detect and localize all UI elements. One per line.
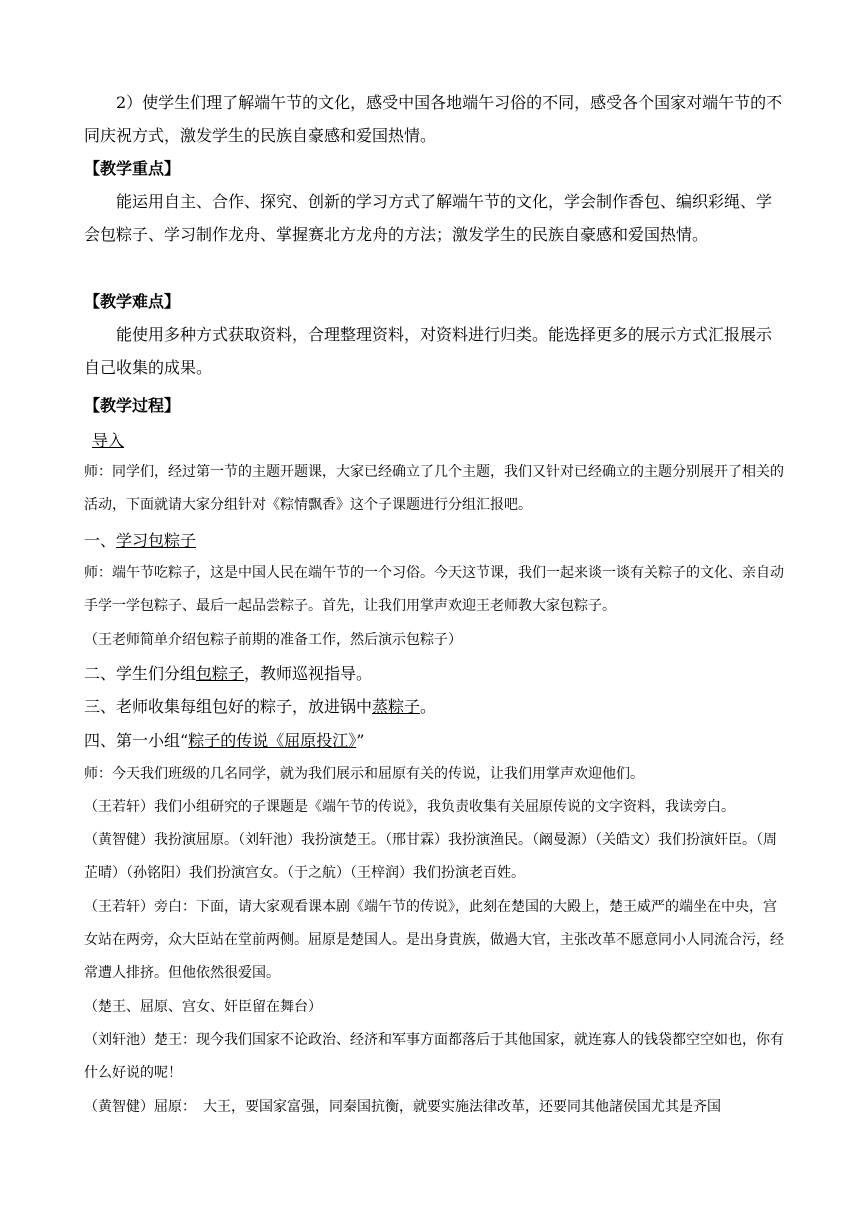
king-line: （刘轩池）楚王：现今我们国家不论政治、经济和军事方面都落后于其他国家，就连寡人的钱袋都空空如也，你有什么好说的呢！ <box>84 1032 784 1081</box>
section-3-line <box>84 690 784 723</box>
section-2-prefix: 二、学生们分组 <box>84 664 197 683</box>
section-1-title <box>84 524 784 557</box>
section-4-prefix: 四、第一小组“ <box>84 731 189 750</box>
intro-label <box>92 424 792 457</box>
section-1-title-text: 学习包粽子 <box>116 531 197 550</box>
teaching-difficulty-paragraph: 能使用多种方式获取资料，合理整理资料，对资料进行归类。能选择更多的展示方式汇报展示自己收集的成果。 <box>84 325 773 377</box>
heading-teaching-difficulty: 【教学难点】 <box>84 292 181 311</box>
heading-teaching-process: 【教学过程】 <box>84 396 181 415</box>
section-3-suffix: 。 <box>420 697 437 716</box>
teacher-line-1: 师：同学们，经过第一节的主题开题课，大家已经确立了几个主题，我们又针对已经确立的主题分别展开了相关的活动，下面就请大家分组针对《粽情飘香》这个子课题进行分组汇报吧。 <box>84 464 784 513</box>
objective-paragraph: 2）使学生们理了解端午节的文化，感受中国各地端午习俗的不同，感受各个国家对端午节的不同庆祝方式，激发学生的民族自豪感和爱国热情。 <box>84 93 783 145</box>
section-4-suffix: ” <box>356 731 365 750</box>
section-2-line <box>84 657 784 690</box>
teacher-line-2: 师：端午节吃粽子，这是中国人民在端午节的一个习俗。今天这节课，我们一起来谈一谈有关粽子的文化、亲自动手学一学包粽子、最后一起品尝粽子。首先，让我们用掌声欢迎王老师教大家包粽子。 <box>84 565 784 614</box>
section-2-suffix: ，教师巡视指导。 <box>244 664 373 683</box>
roles-paragraph: （黄智健）我扮演屈原。（刘轩池）我扮演楚王。（邢甘霖）我扮演渔民。（阚曼源）（关皓文）我们扮演奸臣。（周芷晴）（孙铭阳）我们扮演宫女。（于之航）（王梓润）我们扮演老百姓。 <box>84 832 777 881</box>
narrator-line-2: （王若轩）旁白：下面，请大家观看课本剧《端午节的传说》，此刻在楚国的大殿上，楚王威严的端坐在中央，宫女站在两旁，众大臣站在堂前两侧。屈原是楚国人。是出身貴族，做過大官，主张改革不愿意同小人同流合污，经常遭人排挤。但他依然很爱国。 <box>84 899 784 981</box>
heading-teaching-focus: 【教学重点】 <box>84 159 181 178</box>
stage-note-1: （王老师简单介绍包粽子前期的准备工作，然后演示包粽子） <box>84 632 462 648</box>
section-2-underlined: 包粽子 <box>196 664 245 683</box>
section-4-line <box>84 724 784 757</box>
section-1-prefix: 一、 <box>84 531 117 550</box>
teaching-focus-paragraph: 能运用自主、合作、探究、创新的学习方式了解端午节的文化，学会制作香包、编织彩绳、学会包粽子、学习制作龙舟、掌握赛北方龙舟的方法；激发学生的民族自豪感和爱国热情。 <box>84 192 773 244</box>
section-4-underlined: 粽子的传说《屈原投江》 <box>188 731 357 750</box>
teacher-line-3: 师：今天我们班级的几名同学，就为我们展示和屈原有关的传说，让我们用掌声欢迎他们。 <box>84 766 644 782</box>
quyuan-line: （黄智健）屈原： 大王，要国家富强，同秦国抗衡，就要实施法律改革，还要同其他諸侯国尤其是齐国 <box>84 1099 721 1115</box>
stage-note-2: （楚王、屈原、宫女、奸臣留在舞台） <box>84 999 322 1015</box>
section-3-underlined: 蒸粽子 <box>372 697 421 716</box>
narrator-line-1: （王若轩）我们小组研究的子课题是《端午节的传说》，我负责收集有关屈原传说的文字资料，我读旁白。 <box>84 799 735 815</box>
section-3-prefix: 三、老师收集每组包好的粽子，放进锅中 <box>84 697 373 716</box>
intro-label-text: 导入 <box>92 431 125 450</box>
